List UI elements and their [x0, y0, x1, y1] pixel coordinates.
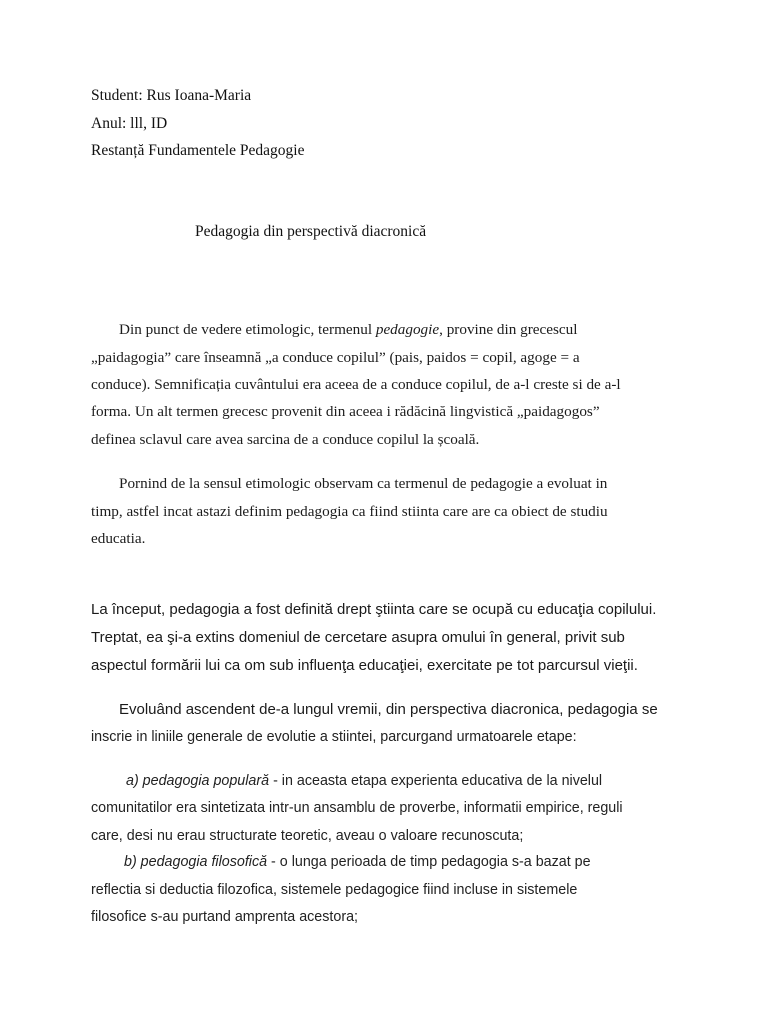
item-a-line-1	[126, 771, 602, 791]
course-name: Restanță Fundamentele Pedagogie	[91, 142, 305, 159]
item-b-line-3: filosofice s-au purtand amprenta acestora;	[91, 909, 359, 925]
paragraph-4-line-1: Evoluând ascendent de-a lungul vremii, din perspectiva diacronica, pedagogia se	[119, 701, 658, 718]
paragraph-1-line-3: conduce). Semnificația cuvântului era aceea de a conduce copilul, de a-l creste si de a-l	[91, 376, 621, 393]
paragraph-3-line-3: aspectul formării lui ca om sub influenţa educaţiei, exercitate pe tot parcursul vieţii.	[91, 657, 638, 674]
paragraph-2-line-2: timp, astfel incat astazi definim pedagogia ca fiind stiinta care are ca obiect de studiu	[91, 503, 608, 520]
paragraph-2-line-1: Pornind de la sensul etimologic observam ca termenul de pedagogie a evoluat in	[119, 475, 608, 492]
paragraph-4-line-2: inscrie in liniile generale de evolutie a stiintei, parcurgand urmatoarele etape:	[91, 729, 577, 745]
item-a-line-2: comunitatilor era sintetizata intr-un ansamblu de proverbe, informatii empirice, reguli	[91, 800, 623, 816]
emphasis-term: pedagogie	[375, 321, 440, 338]
paragraph-2-line-3: educatia.	[91, 530, 146, 547]
text-span: - o lunga perioada de timp pedagogia s-a bazat pe	[267, 854, 591, 870]
item-a-line-3: care, desi nu erau structurate teoretic, aveau o valoare recunoscuta;	[91, 828, 524, 844]
paragraph-1-line-4: forma. Un alt termen grecesc provenit din aceea i rădăcină lingvistică „paidagogos”	[91, 403, 600, 420]
item-b-line-2: reflectia si deductia filozofica, sistemele pedagogice fiind incluse in sistemele	[91, 882, 578, 898]
paragraph-1-line-5: definea sclavul care avea sarcina de a conduce copilul la școală.	[91, 431, 480, 448]
text-span: - in aceasta etapa experienta educativa de la nivelul	[269, 773, 603, 789]
text-span: Din punct de vedere etimologic, termenul	[119, 321, 376, 338]
item-term: a) pedagogia populară	[126, 773, 270, 789]
item-term: b) pedagogia filosofică	[124, 854, 268, 870]
text-span: , provine din grecescul	[439, 321, 578, 338]
paragraph-3-line-1: La început, pedagogia a fost definită drept ştiinta care se ocupă cu educaţia copilului.	[91, 601, 657, 618]
paragraph-1-line-2: „paidagogia” care înseamnă „a conduce copilul” (pais, paidos = copil, agoge = a	[91, 349, 580, 366]
student-name: Student: Rus Ioana-Maria	[91, 87, 252, 104]
document-title: Pedagogia din perspectivă diacronică	[195, 223, 427, 240]
paragraph-1-line-1	[119, 320, 577, 340]
paragraph-3-line-2: Treptat, ea şi-a extins domeniul de cercetare asupra omului în general, privit sub	[91, 629, 625, 646]
study-year: Anul: lll, ID	[91, 115, 168, 132]
item-b-line-1	[124, 852, 591, 872]
